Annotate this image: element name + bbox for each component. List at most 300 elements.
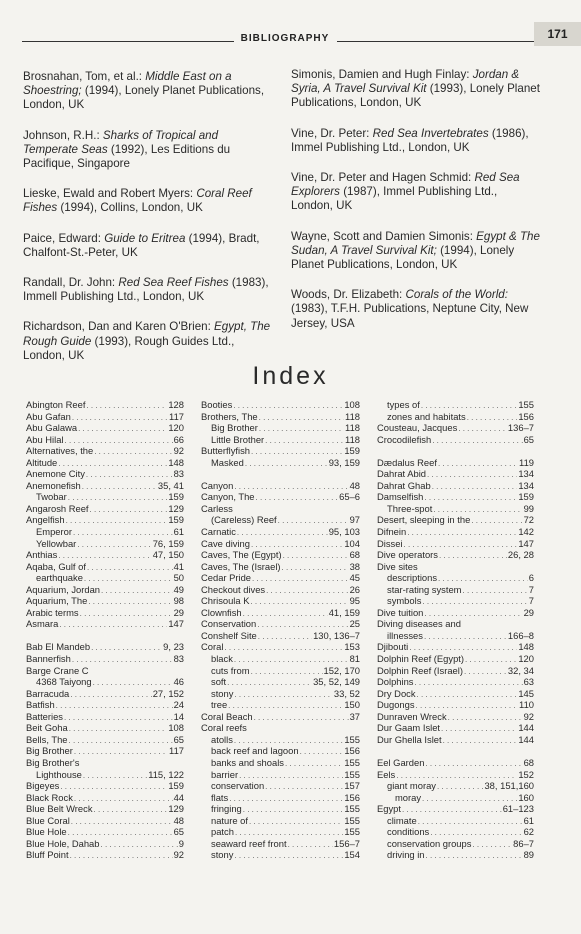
index-term: Chrisoula K xyxy=(201,595,250,607)
index-leader-dots xyxy=(278,514,349,526)
index-leader-dots xyxy=(69,722,168,734)
index-page-ref: 27, 152 xyxy=(152,687,184,699)
index-leader-dots xyxy=(237,526,328,538)
index-term: zones and habitats xyxy=(387,410,466,422)
index-entry xyxy=(201,595,360,607)
index-term: giant moray xyxy=(387,780,436,792)
index-entry xyxy=(201,607,360,619)
index-term: banks and shoals xyxy=(211,756,284,768)
index-term: Dive operators xyxy=(377,549,438,561)
index-leader-dots xyxy=(73,526,173,538)
index-page-ref: 155 xyxy=(344,733,360,745)
index-leader-dots xyxy=(82,480,157,492)
index-page-ref: 41 xyxy=(173,560,184,572)
index-term: Big Brother xyxy=(26,745,73,757)
index-entry xyxy=(201,676,360,688)
index-term: Carnatic xyxy=(201,526,236,538)
bibliography-entry xyxy=(291,127,541,155)
index-page-ref: 44 xyxy=(173,791,184,803)
index-leader-dots xyxy=(234,849,343,861)
index-entry xyxy=(201,561,360,573)
bibliography-title: Red Sea Explorers xyxy=(291,171,520,199)
index-term: stony xyxy=(211,849,234,861)
index-entry xyxy=(377,411,534,423)
index-entry xyxy=(201,584,360,596)
index-term: Lighthouse xyxy=(36,768,82,780)
index-page-ref: 29 xyxy=(523,606,534,618)
index-entry xyxy=(377,780,534,792)
index-entry xyxy=(26,769,184,781)
index-entry xyxy=(377,653,534,665)
index-leader-dots xyxy=(432,434,522,446)
index-leader-dots xyxy=(414,676,522,688)
index-leader-dots xyxy=(424,607,522,619)
index-term: illnesses xyxy=(387,629,423,641)
index-page-ref: 49 xyxy=(173,583,184,595)
index-entry xyxy=(26,491,184,503)
index-term: Altitude xyxy=(26,456,58,468)
index-entry xyxy=(26,838,184,850)
index-entry xyxy=(201,434,360,446)
index-leader-dots xyxy=(259,411,344,423)
index-leader-dots xyxy=(86,468,173,480)
index-term: Arabic terms xyxy=(26,606,79,618)
index-entry xyxy=(26,641,184,653)
index-term: seaward reef front xyxy=(211,837,287,849)
bibliography-title: Coral Reef Fishes xyxy=(23,187,252,215)
index-entry xyxy=(26,780,184,792)
index-entry xyxy=(377,595,534,607)
index-leader-dots xyxy=(248,722,359,734)
index-entry xyxy=(201,815,360,827)
index-term: Eels xyxy=(377,768,396,780)
index-entry xyxy=(26,572,184,584)
index-page-ref: 120 xyxy=(518,653,534,665)
index-term: Coral xyxy=(201,641,224,653)
index-page-ref: 95 xyxy=(349,595,360,607)
index-leader-dots xyxy=(251,665,323,677)
index-term: Dahrat Abid xyxy=(377,468,426,480)
index-entry xyxy=(26,457,184,469)
index-page-ref: 159 xyxy=(168,780,184,792)
bibliography-publisher: (1993), Lonely Planet Publications, London, UK xyxy=(291,82,540,110)
index-term: Anthias xyxy=(26,549,58,561)
index-page-ref: 118 xyxy=(345,410,360,422)
index-column-1 xyxy=(26,399,184,861)
index-term: star-rating system xyxy=(387,583,462,595)
index-entry xyxy=(26,653,184,665)
index-leader-dots xyxy=(94,803,168,815)
index-entry xyxy=(377,491,534,503)
index-leader-dots xyxy=(422,595,527,607)
index-page-ref: 98 xyxy=(173,595,184,607)
index-entry xyxy=(26,676,184,688)
index-leader-dots xyxy=(285,757,343,769)
index-entry xyxy=(201,491,360,503)
index-page-ref: 68 xyxy=(523,756,534,768)
index-term: Dahrat Ghab xyxy=(377,479,431,491)
index-term: Egypt xyxy=(377,803,401,815)
index-page-ref: 155 xyxy=(344,814,360,826)
index-entry xyxy=(26,722,184,734)
index-page-ref: 153 xyxy=(344,641,360,653)
index-term: Dissei xyxy=(377,537,403,549)
index-page-ref: 147 xyxy=(518,537,534,549)
index-term: Diving diseases and xyxy=(377,618,461,630)
index-page-ref: 89 xyxy=(523,849,534,861)
bibliography-right-column xyxy=(291,68,541,347)
index-leader-dots xyxy=(438,457,518,469)
index-leader-dots xyxy=(64,711,173,723)
index-term: flats xyxy=(211,791,229,803)
index-entry xyxy=(26,595,184,607)
bibliography-entry xyxy=(23,320,275,363)
index-leader-dots xyxy=(283,549,349,561)
index-page-ref: 72 xyxy=(523,514,534,526)
index-leader-dots xyxy=(249,815,343,827)
index-term: Angarosh Reef xyxy=(26,502,89,514)
bibliography-publisher: (1992), Les Editions du Pacifique, Singapore xyxy=(23,142,231,171)
index-entry xyxy=(201,572,360,584)
index-page-ref: 45 xyxy=(349,572,360,584)
index-letter-gap xyxy=(377,445,534,457)
index-term: Black Rock xyxy=(26,791,73,803)
index-term: Masked xyxy=(211,456,244,468)
index-leader-dots xyxy=(443,734,518,746)
index-term: Desert, sleeping in the xyxy=(377,514,471,526)
index-term: Caves, The (Egypt) xyxy=(201,549,282,561)
index-page-ref: 150 xyxy=(344,699,360,711)
bibliography-title: Guide to Eritrea xyxy=(104,231,186,245)
index-page-ref: 92 xyxy=(173,849,184,861)
bibliography-title: Middle East on a Shoestring; xyxy=(23,70,232,98)
index-term: Coral reefs xyxy=(201,722,247,734)
index-entry xyxy=(377,630,534,642)
index-letter-gap xyxy=(377,745,534,757)
bibliography-entry xyxy=(23,232,275,260)
index-term: Crocodilefish xyxy=(377,433,432,445)
index-entry xyxy=(26,503,184,515)
index-term: Dolphins xyxy=(377,676,414,688)
index-leader-dots xyxy=(396,769,517,781)
index-page-ref: 65–6 xyxy=(339,491,360,503)
index-page-ref: 159 xyxy=(518,491,534,503)
index-term: Blue Hole xyxy=(26,826,67,838)
index-leader-dots xyxy=(433,503,522,515)
index-page-ref: 76, 159 xyxy=(152,537,184,549)
index-entry xyxy=(377,769,534,781)
index-entry xyxy=(377,399,534,411)
index-page-ref: 93, 159 xyxy=(328,456,360,468)
index-entry xyxy=(377,468,534,480)
index-leader-dots xyxy=(70,688,151,700)
index-term: Bluff Point xyxy=(26,849,69,861)
index-leader-dots xyxy=(467,411,518,423)
page-number: 171 xyxy=(534,22,581,46)
index-entry xyxy=(377,572,534,584)
index-leader-dots xyxy=(430,826,522,838)
bibliography-publisher: (1983), Immell Publishing Ltd., London, UK xyxy=(23,276,269,304)
index-page-ref: 24 xyxy=(173,699,184,711)
index-entry xyxy=(377,618,534,630)
index-entry xyxy=(377,480,534,492)
index-entry xyxy=(201,526,360,538)
index-entry xyxy=(26,514,184,526)
index-page-ref: 65 xyxy=(523,433,534,445)
index-leader-dots xyxy=(448,711,523,723)
index-term: Barge Crane C xyxy=(26,664,89,676)
index-page-ref: 145 xyxy=(518,687,534,699)
index-term: Dugongs xyxy=(377,699,415,711)
index-leader-dots xyxy=(227,676,312,688)
index-term: Anemonefish xyxy=(26,479,81,491)
index-term: Dive sites xyxy=(377,560,418,572)
index-entry xyxy=(26,584,184,596)
index-page-ref: 47, 150 xyxy=(152,549,184,561)
index-page-ref: 117 xyxy=(169,410,184,422)
index-page-ref: 148 xyxy=(518,641,534,653)
index-term: types of xyxy=(387,399,420,410)
index-term: Big Brother's xyxy=(26,756,80,768)
index-page-ref: 48 xyxy=(349,479,360,491)
index-term: cuts from xyxy=(211,664,250,676)
index-entry xyxy=(377,722,534,734)
index-page-ref: 154 xyxy=(344,849,360,861)
bibliography-publisher: (1993), Rough Guides Ltd., London, UK xyxy=(23,334,235,362)
index-term: Barracuda xyxy=(26,687,70,699)
index-entry xyxy=(26,549,184,561)
index-page-ref: 86–7 xyxy=(513,837,534,849)
index-leader-dots xyxy=(69,734,173,746)
index-entry xyxy=(377,422,534,434)
index-entry xyxy=(377,549,534,561)
index-page-ref: 26 xyxy=(349,583,360,595)
index-page-ref: 65 xyxy=(173,826,184,838)
index-term: Bab El Mandeb xyxy=(26,641,91,653)
bibliography-author: Wayne, Scott and Damien Simonis: xyxy=(291,229,477,243)
index-page-ref: 35, 41 xyxy=(157,479,184,491)
index-entry xyxy=(26,688,184,700)
bibliography-publisher: (1987), Immel Publishing Ltd., London, UK xyxy=(291,185,498,213)
index-term: Beit Goha xyxy=(26,722,68,734)
index-entry xyxy=(26,480,184,492)
index-page-ref: 152, 170 xyxy=(323,664,360,676)
index-page-ref: 61 xyxy=(173,526,184,538)
index-entry xyxy=(377,711,534,723)
index-term: Abu Galawa xyxy=(26,422,78,434)
index-page-ref: 160 xyxy=(518,791,534,803)
index-entry xyxy=(26,422,184,434)
index-term: Canyon xyxy=(201,479,234,491)
index-page-ref: 156 xyxy=(518,410,534,422)
index-page-ref: 118 xyxy=(345,422,360,434)
index-page-ref: 25 xyxy=(349,618,360,630)
index-leader-dots xyxy=(418,815,523,827)
index-page-ref: 68 xyxy=(349,549,360,561)
index-entry xyxy=(201,665,360,677)
index-term: Blue Belt Wreck xyxy=(26,803,93,815)
index-leader-dots xyxy=(68,826,173,838)
index-entry xyxy=(377,849,534,861)
index-entry xyxy=(377,561,534,573)
index-entry xyxy=(201,792,360,804)
index-leader-dots xyxy=(471,514,522,526)
index-term: Three-spot xyxy=(387,502,433,514)
index-page-ref: 99 xyxy=(523,502,534,514)
index-leader-dots xyxy=(94,445,172,457)
index-term: conditions xyxy=(387,826,430,838)
index-term: Booties xyxy=(201,399,233,410)
index-leader-dots xyxy=(259,422,344,434)
index-page-ref: 157 xyxy=(344,780,360,792)
index-entry xyxy=(201,803,360,815)
index-entry xyxy=(26,526,184,538)
index-page-ref: 37 xyxy=(349,710,360,722)
index-title: Index xyxy=(252,362,329,390)
index-term: Blue Coral xyxy=(26,814,70,826)
bibliography-publisher: (1994), Lonely Planet Publications, London, UK xyxy=(23,84,265,112)
index-page-ref: 97 xyxy=(349,514,360,526)
index-leader-dots xyxy=(458,422,507,434)
index-entry xyxy=(201,630,360,642)
bibliography-publisher: (1994), Lonely Planet Publications, London, UK xyxy=(291,243,515,272)
index-term: Conshelf Site xyxy=(201,629,257,641)
index-page-ref: 152 xyxy=(518,768,534,780)
index-term: moray xyxy=(395,791,422,803)
index-page-ref: 144 xyxy=(518,733,534,745)
index-leader-dots xyxy=(56,699,173,711)
index-page-ref: 33, 52 xyxy=(333,687,360,699)
index-page-ref: 83 xyxy=(173,653,184,665)
index-entry xyxy=(26,561,184,573)
index-leader-dots xyxy=(234,734,343,746)
index-page-ref: 128 xyxy=(168,399,184,410)
index-page-ref: 115, 122 xyxy=(148,768,184,780)
index-term: Batteries xyxy=(26,710,63,722)
bibliography-entry xyxy=(291,230,541,273)
index-leader-dots xyxy=(257,618,348,630)
bibliography-title: Sharks of Tropical and Temperate Seas xyxy=(23,128,219,156)
index-leader-dots xyxy=(80,607,173,619)
index-page-ref: 32, 34 xyxy=(507,664,534,676)
index-leader-dots xyxy=(235,826,343,838)
index-entry xyxy=(26,399,184,411)
index-entry xyxy=(26,826,184,838)
index-page-ref: 66 xyxy=(173,433,184,445)
index-term: Bannerfish xyxy=(26,653,71,665)
index-term: Cave diving xyxy=(201,537,250,549)
index-page-ref: 134 xyxy=(518,468,534,480)
index-leader-dots xyxy=(245,457,328,469)
index-term: Dry Dock xyxy=(377,687,416,699)
index-page-ref: 61 xyxy=(523,814,534,826)
index-term: 4368 Taiyong xyxy=(36,676,92,688)
index-entry xyxy=(201,503,360,515)
index-page-ref: 104 xyxy=(344,537,360,549)
index-entry xyxy=(26,815,184,827)
index-page-ref: 119 xyxy=(519,456,534,468)
index-leader-dots xyxy=(424,630,507,642)
index-entry xyxy=(377,641,534,653)
index-term: Dur Ghella Islet xyxy=(377,733,442,745)
index-term: Anemone City xyxy=(26,468,85,480)
index-page-ref: 166–8 xyxy=(507,629,534,641)
index-leader-dots xyxy=(58,549,151,561)
bibliography-title: Red Sea Reef Fishes xyxy=(118,276,229,290)
bibliography-entry xyxy=(291,171,541,214)
index-leader-dots xyxy=(229,792,343,804)
index-page-ref: 142 xyxy=(518,526,534,538)
index-leader-dots xyxy=(252,572,349,584)
index-leader-dots xyxy=(86,399,167,411)
index-entry xyxy=(377,734,534,746)
bibliography-title: Red Sea Invertebrates xyxy=(372,126,489,140)
index-term: Conservation xyxy=(201,618,257,630)
index-entry xyxy=(26,734,184,746)
index-term: Dolphin Reef (Israel) xyxy=(377,664,463,676)
index-leader-dots xyxy=(251,445,343,457)
index-term: Djibouti xyxy=(377,641,409,653)
index-leader-dots xyxy=(101,584,173,596)
index-leader-dots xyxy=(462,618,533,630)
index-term: Difnein xyxy=(377,526,407,538)
index-entry xyxy=(201,549,360,561)
index-leader-dots xyxy=(282,561,349,573)
index-term: Coral Beach xyxy=(201,710,253,722)
index-page-ref: 81 xyxy=(349,653,360,665)
index-term: driving in xyxy=(387,849,425,861)
index-page-ref: 65 xyxy=(173,733,184,745)
index-entry xyxy=(26,665,184,677)
index-leader-dots xyxy=(72,411,168,423)
index-leader-dots xyxy=(438,572,528,584)
bibliography-author: Brosnahan, Tom, et al.: xyxy=(23,70,146,83)
index-page-ref: 41, 159 xyxy=(328,606,360,618)
index-entry xyxy=(26,711,184,723)
index-leader-dots xyxy=(250,595,348,607)
index-leader-dots xyxy=(266,584,348,596)
index-term: Damselfish xyxy=(377,491,424,503)
index-entry xyxy=(377,526,534,538)
index-leader-dots xyxy=(288,838,333,850)
index-leader-dots xyxy=(68,491,168,503)
index-page-ref: 110 xyxy=(519,699,534,711)
index-leader-dots xyxy=(59,618,167,630)
index-leader-dots xyxy=(463,584,528,596)
index-page-ref: 108 xyxy=(168,722,184,734)
index-column-3 xyxy=(377,399,534,861)
index-entry xyxy=(201,780,360,792)
index-term: descriptions xyxy=(387,572,438,584)
index-page-ref: 155 xyxy=(344,826,360,838)
bibliography-author: Simonis, Damien and Hugh Finlay: xyxy=(291,68,473,81)
index-term: stony xyxy=(211,687,234,699)
index-page-ref: 155 xyxy=(518,399,534,410)
index-entry xyxy=(26,699,184,711)
index-leader-dots xyxy=(300,745,344,757)
index-page-ref: 95, 103 xyxy=(328,526,360,538)
index-term: Caves, The (Israel) xyxy=(201,560,281,572)
index-column-2 xyxy=(201,399,360,861)
bibliography-author: Woods, Dr. Elizabeth: xyxy=(291,288,406,302)
index-term: conservation xyxy=(211,780,265,792)
index-leader-dots xyxy=(472,838,512,850)
index-entry xyxy=(377,514,534,526)
index-page-ref: 92 xyxy=(523,710,534,722)
index-page-ref: 136–7 xyxy=(507,422,534,434)
index-page-ref: 7 xyxy=(528,583,534,595)
index-page-ref: 144 xyxy=(518,722,534,734)
